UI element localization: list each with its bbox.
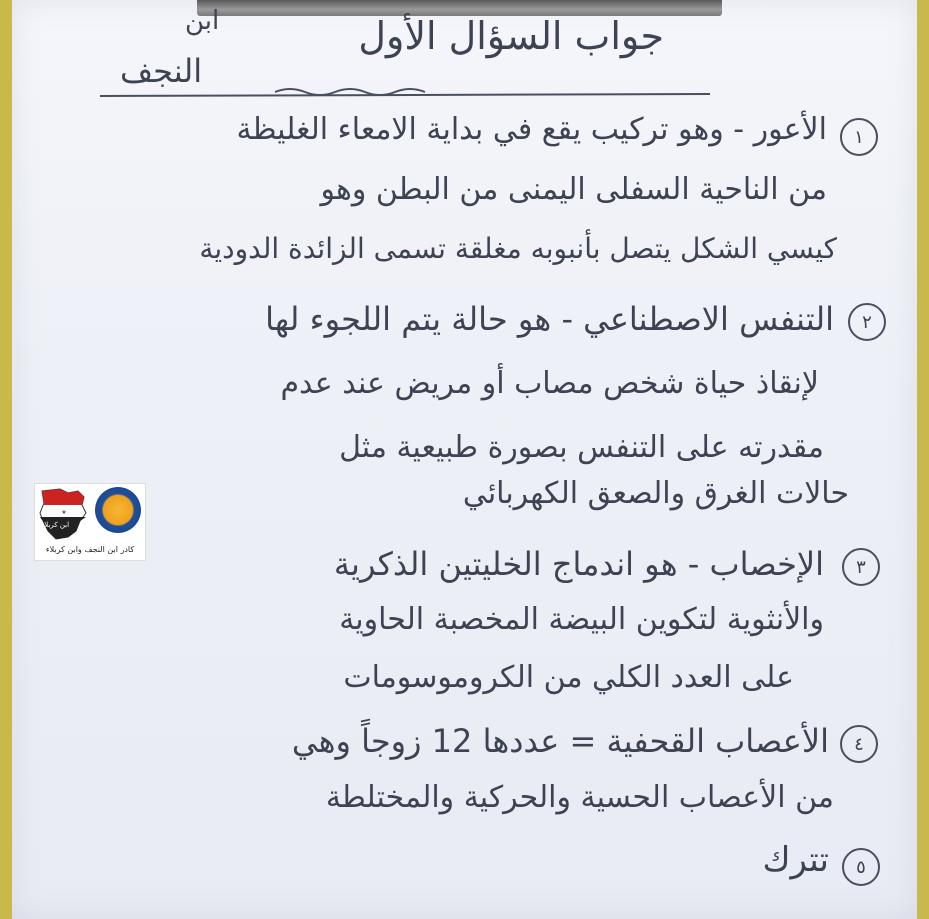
- iraq-map-icon: [38, 487, 90, 541]
- item-3-line-1: الإخصاب - هو اندماج الخليتين الذكرية: [333, 545, 824, 583]
- item-2-line-2: لإنقاذ حياة شخص مصاب أو مريض عند عدم: [280, 366, 819, 401]
- svg-text:★: ★: [61, 509, 67, 516]
- item-2-line-4: حالات الغرق والصعق الكهربائي: [462, 476, 849, 511]
- item-number-1: ١: [840, 118, 878, 156]
- item-number-5: ٥: [842, 848, 880, 886]
- author-line2: النجف: [120, 52, 203, 90]
- item-1-line-1: الأعور - وهو تركيب يقع في بداية الامعاء الغليظة: [236, 112, 827, 147]
- item-number-4: ٤: [840, 725, 878, 763]
- item-1-line-3: كيسي الشكل يتصل بأنبوبه مغلقة تسمى الزائدة الدودية: [199, 232, 837, 265]
- item-3-line-2: والأنثوية لتكوين البيضة المخصبة الحاوية: [339, 602, 824, 637]
- item-5-line-1: تترك: [762, 840, 829, 880]
- item-4-line-2: من الأعصاب الحسية والحركية والمختلطة: [325, 780, 834, 815]
- title-underline: [95, 86, 715, 102]
- logo-caption: كادر ابن النجف وابن كربلاء: [45, 545, 135, 554]
- author-line1: ابن: [185, 6, 220, 36]
- page-title: جواب السؤال الأول: [358, 14, 664, 58]
- item-number-3: ٣: [842, 548, 880, 586]
- item-number-2: ٢: [848, 303, 886, 341]
- map-label: ابن كربلاء: [41, 521, 70, 529]
- item-1-line-2: من الناحية السفلى اليمنى من البطن وهو: [320, 172, 827, 207]
- watermark-logo: [34, 483, 146, 561]
- item-4-line-1: الأعصاب القحفية = عددها 12 زوجاً وهي: [291, 722, 829, 760]
- item-3-line-3: على العدد الكلي من الكروموسومات: [343, 660, 794, 695]
- emblem-icon: [95, 487, 141, 533]
- item-2-line-3: مقدرته على التنفس بصورة طبيعية مثل: [339, 430, 824, 465]
- item-2-line-1: التنفس الاصطناعي - هو حالة يتم اللجوء لها: [265, 300, 834, 338]
